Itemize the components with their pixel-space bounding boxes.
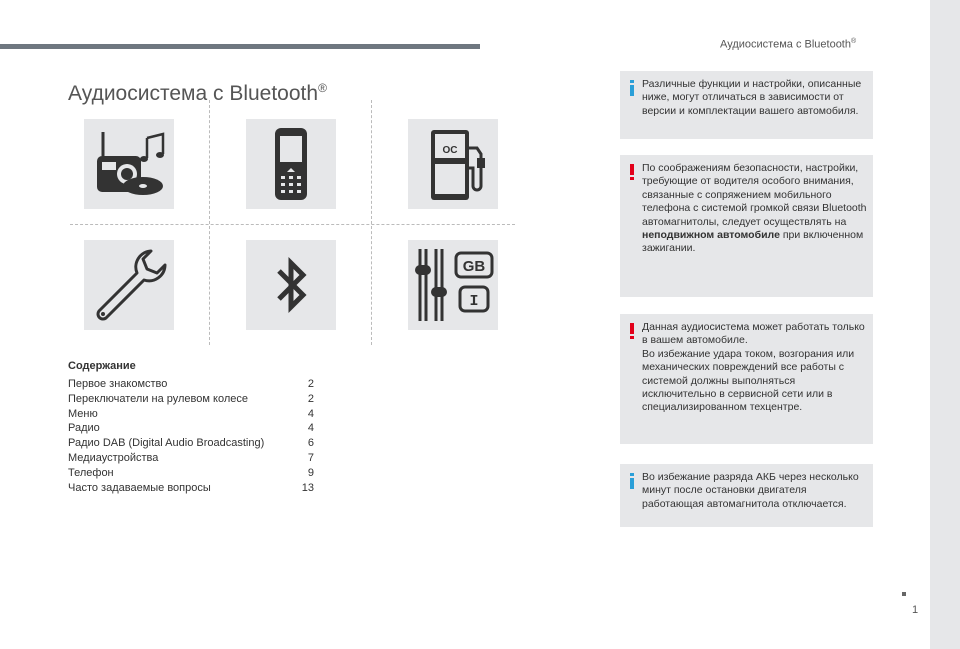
warning-note-safety: По соображениям безопасности, настройки, требующие от водителя особого внимания, связанные с сопряжением мобильного телефона с системой громкой связи Bluetooth автомагнитолы, следует осуществлять на неподвижном автомобиле при включенном зажигании. bbox=[620, 155, 873, 297]
toc-item[interactable]: Радио 4 bbox=[68, 422, 314, 435]
page-title: Аудиосистема с Bluetooth® bbox=[68, 81, 327, 106]
table-of-contents bbox=[68, 377, 314, 495]
language-i-label: I bbox=[469, 293, 479, 310]
mobile-phone-icon bbox=[246, 119, 336, 209]
page-number: 1 bbox=[912, 604, 919, 616]
info-note-battery: Во избежание разряда АКБ через несколько минут после остановки двигателя работающая автомагнитола отключается. bbox=[620, 464, 873, 527]
running-header: Аудиосистема с Bluetooth® bbox=[720, 38, 857, 51]
grid-divider bbox=[371, 100, 372, 345]
fuel-icon-text: OC bbox=[442, 145, 458, 156]
warning-icon bbox=[628, 164, 636, 180]
toc-item[interactable]: Переключатели на рулевом колесе 2 bbox=[68, 392, 314, 405]
grid-divider bbox=[209, 100, 210, 345]
grid-divider bbox=[70, 224, 515, 225]
warning-icon bbox=[628, 323, 636, 339]
language-gb-label: GB bbox=[462, 258, 486, 275]
info-note-versions: Различные функции и настройки, описанные ниже, могут отличаться в зависимости от версии и комплектации вашего автомобиля. bbox=[620, 71, 873, 139]
radio-music-icon bbox=[84, 119, 174, 209]
header-bar bbox=[0, 44, 480, 49]
toc-item[interactable]: Медиаустройства 7 bbox=[68, 451, 314, 464]
settings-language-icon bbox=[408, 240, 498, 330]
toc-item[interactable]: Меню 4 bbox=[68, 407, 314, 420]
info-icon bbox=[628, 80, 636, 96]
bluetooth-icon bbox=[246, 240, 336, 330]
wrench-icon bbox=[84, 240, 174, 330]
toc-item[interactable]: Радио DAB (Digital Audio Broadcasting) 6 bbox=[68, 437, 314, 450]
page-marker bbox=[902, 592, 906, 596]
fuel-pump-icon bbox=[408, 119, 498, 209]
toc-item[interactable]: Часто задаваемые вопросы 13 bbox=[68, 481, 314, 494]
info-icon bbox=[628, 473, 636, 489]
toc-heading: Содержание bbox=[68, 360, 136, 372]
toc-item[interactable]: Первое знакомство 2 bbox=[68, 378, 314, 390]
toc-item[interactable]: Телефон 9 bbox=[68, 466, 314, 479]
warning-note-vehicle: Данная аудиосистема может работать только в вашем автомобиле. Во избежание удара током, возгорания или механических повреждений все работы с системой должны выполняться исключительно в сервисной сети или в специализированном техцентре. bbox=[620, 314, 873, 444]
page-sidebar bbox=[930, 0, 960, 649]
